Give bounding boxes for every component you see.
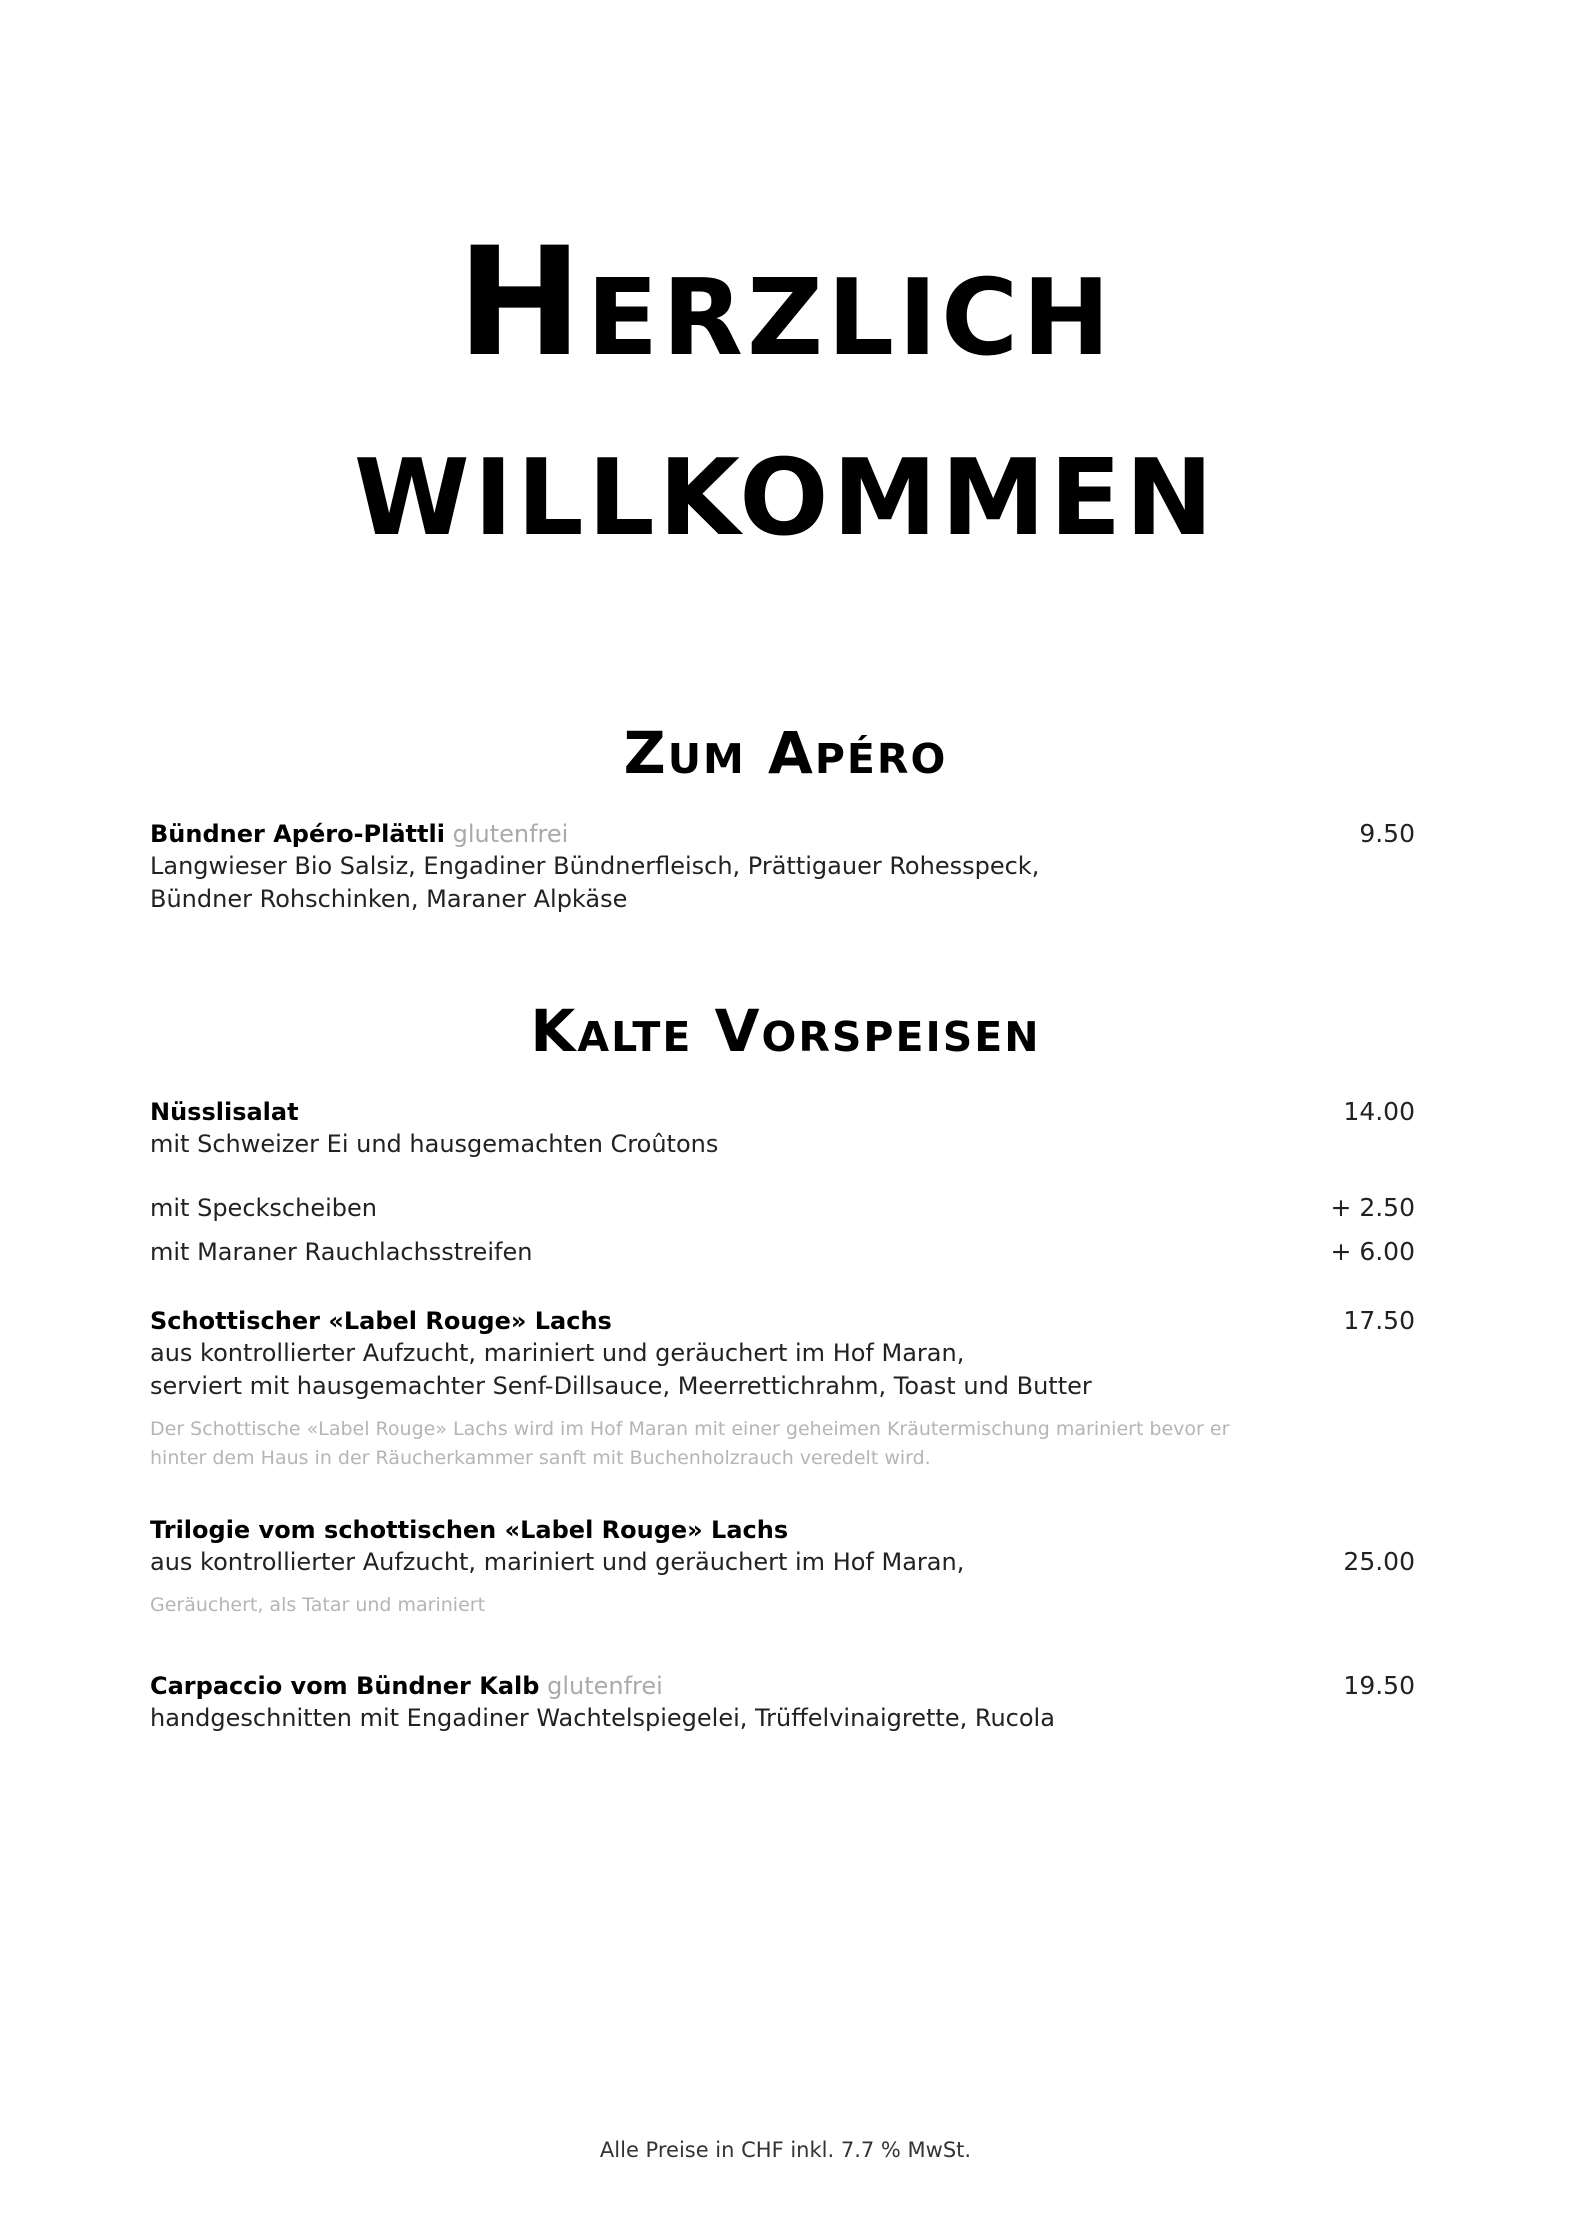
price-footnote: Alle Preise in CHF inkl. 7.7 % MwSt.	[599, 2138, 972, 2162]
menu-item	[150, 1670, 1415, 1735]
item-price: 9.50	[1359, 819, 1415, 848]
menu-item	[150, 818, 1415, 916]
page-title-line-2: willkommen	[353, 396, 1218, 570]
menu-item	[150, 1096, 1415, 1161]
item-name: Nüsslisalat	[150, 1098, 299, 1126]
menu-item	[150, 1514, 1415, 1620]
item-description-line: serviert mit hausgemachter Senf-Dillsauce, Meerrettichrahm, Toast und Butter	[150, 1372, 1092, 1400]
item-note-line: hinter dem Haus in der Räucherkammer sanft mit Buchenholzrauch veredelt wird.	[150, 1447, 931, 1469]
item-name: Schottischer «Label Rouge» Lachs	[150, 1307, 612, 1335]
item-note-line: Geräuchert, als Tatar und mariniert	[150, 1594, 486, 1616]
menu-item	[150, 1305, 1415, 1473]
item-description-line: Langwieser Bio Salsiz, Engadiner Bündnerfleisch, Prättigauer Rohesspeck,	[150, 852, 1040, 880]
item-description-line: aus kontrollierter Aufzucht, mariniert und geräuchert im Hof Maran,	[150, 1339, 965, 1367]
dietary-tag: glutenfrei	[452, 820, 569, 848]
item-price: 14.00	[1343, 1097, 1415, 1126]
section-heading-kalte-vorspeisen: Kalte Vorspeisen	[530, 997, 1041, 1065]
extra-price: + 6.00	[1330, 1237, 1415, 1266]
item-description-line: aus kontrollierter Aufzucht, mariniert und geräuchert im Hof Maran,	[150, 1548, 965, 1576]
item-description-line: handgeschnitten mit Engadiner Wachtelspiegelei, Trüffelvinaigrette, Rucola	[150, 1704, 1055, 1732]
item-price: 19.50	[1343, 1671, 1415, 1700]
extra-label: mit Speckscheiben	[150, 1194, 377, 1222]
dietary-tag: glutenfrei	[547, 1672, 663, 1700]
extra-label: mit Maraner Rauchlachsstreifen	[150, 1238, 533, 1266]
item-description-line: mit Schweizer Ei und hausgemachten Croûtons	[150, 1130, 719, 1158]
item-price: 25.00	[1343, 1547, 1415, 1576]
item-name: Trilogie vom schottischen «Label Rouge» Lachs	[150, 1516, 789, 1544]
page-title-line-1: Herzlich	[456, 216, 1115, 390]
section-heading-apero: Zum Apéro	[623, 719, 948, 787]
item-name: Bündner Apéro-Plättli	[150, 820, 445, 848]
item-extra	[150, 1236, 1415, 1269]
item-description-line: Bündner Rohschinken, Maraner Alpkäse	[150, 885, 628, 913]
extra-price: + 2.50	[1330, 1193, 1415, 1222]
item-note-line: Der Schottische «Label Rouge» Lachs wird im Hof Maran mit einer geheimen Kräutermischung mariniert bevor er	[150, 1418, 1230, 1440]
item-price: 17.50	[1343, 1306, 1415, 1335]
item-extra	[150, 1192, 1415, 1225]
item-name: Carpaccio vom Bündner Kalb	[150, 1672, 540, 1700]
